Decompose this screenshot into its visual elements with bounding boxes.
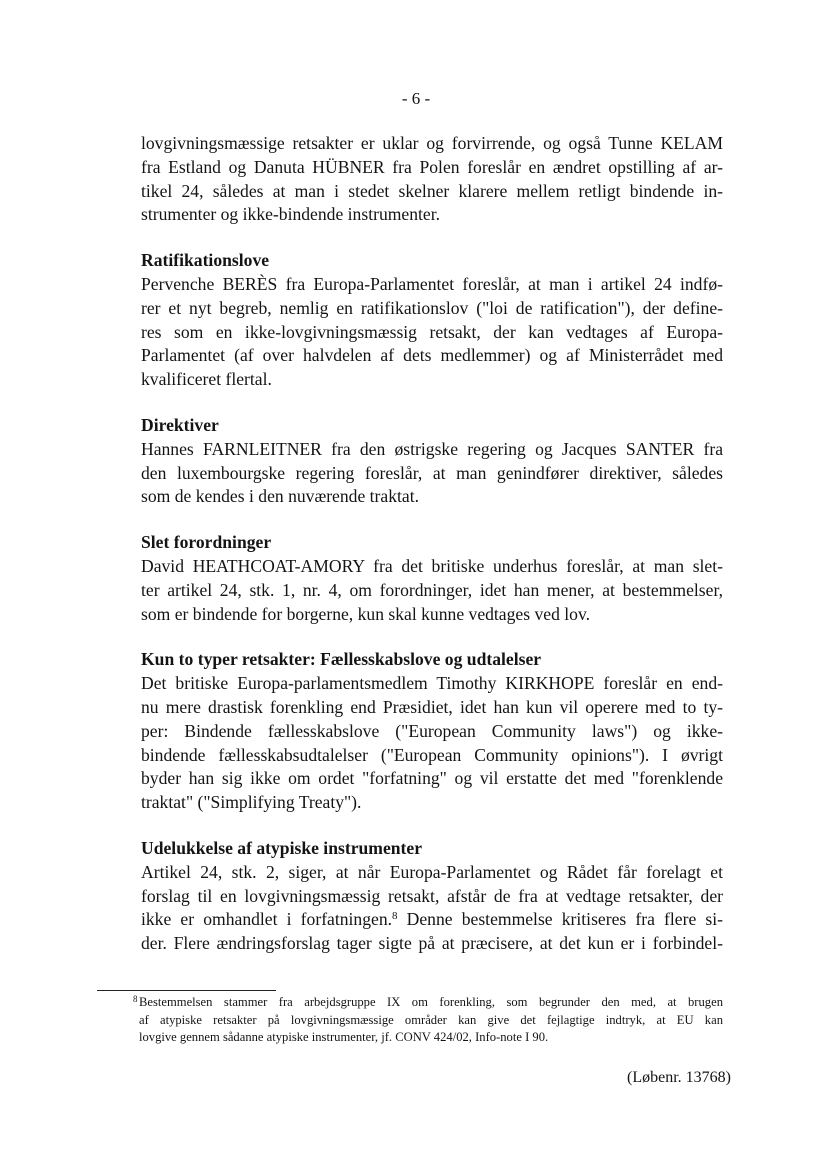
text-line: nu mere drastisk forenkling end Præsidiet, idet han kun vil operere med to ty-	[141, 696, 723, 717]
section-paragraph	[141, 438, 723, 509]
section-heading: Udelukkelse af atypiske instrumenter	[141, 837, 423, 858]
document-reference-number: (Løbenr. 13768)	[627, 1069, 731, 1086]
text-line: Parlamentet (af over halvdelen af dets medlemmer) og af Ministerrådet med	[141, 345, 723, 366]
footnote-reference: 8	[392, 910, 398, 923]
text-line: den luxembourgske regering foreslår, at man genindfører direktiver, således	[141, 462, 723, 483]
footnote-line: Bestemmelsen stammer fra arbejdsgruppe IX om forenkling, som begrunder den med, at brugen	[139, 995, 723, 1009]
text-line: tikel 24, således at man i stedet skelner klarere mellem retligt bindende in-	[141, 180, 723, 201]
footnote-marker: 8	[133, 994, 138, 1004]
text-line: kvalificeret flertal.	[141, 369, 272, 390]
section-paragraph	[141, 672, 723, 815]
footnote-separator	[97, 990, 276, 991]
section-paragraph	[141, 861, 723, 956]
footnote	[133, 994, 723, 1047]
section-ratifikationslove	[141, 249, 723, 392]
text-line: forslag til en lovgivningsmæssig retsakt, afstår de fra at vedtage retsakter, der	[141, 885, 723, 906]
section-kun-to-typer	[141, 648, 723, 815]
section-paragraph	[141, 555, 723, 626]
intro-paragraph	[141, 132, 723, 227]
text-line: der. Flere ændringsforslag tager sigte på at præcisere, at det kun er i forbindel-	[141, 933, 723, 954]
section-heading: Ratifikationslove	[141, 250, 270, 271]
text-line: strumenter og ikke-bindende instrumenter.	[141, 204, 441, 225]
section-heading: Direktiver	[141, 414, 219, 435]
section-slet-forordninger	[141, 531, 723, 626]
text-fragment: Denne bestemmelse kritiseres fra flere si-	[397, 909, 723, 930]
text-line: bindende fællesskabsudtalelser ("European Community opinions"). I øvrigt	[141, 744, 723, 765]
text-line: Det britiske Europa-parlamentsmedlem Timothy KIRKHOPE foreslår en end-	[141, 673, 723, 694]
text-line: Pervenche BERÈS fra Europa-Parlamentet foreslår, at man i artikel 24 indfø-	[141, 273, 723, 294]
text-line: Hannes FARNLEITNER fra den østrigske regering og Jacques SANTER fra	[141, 438, 723, 459]
text-line: som de kendes i den nuværende traktat.	[141, 486, 420, 507]
text-fragment: ikke er omhandlet i forfatningen.	[141, 909, 393, 930]
text-line: fra Estland og Danuta HÜBNER fra Polen foreslår en ændret opstilling af ar-	[141, 156, 723, 177]
text-line: traktat" ("Simplifying Treaty").	[141, 792, 362, 813]
section-heading: Slet forordninger	[141, 532, 272, 553]
page-number: - 6 -	[401, 89, 431, 108]
text-line: byder han sig ikke om ordet "forfatning" og vil erstatte det med "forenklende	[141, 768, 723, 789]
section-heading: Kun to typer retsakter: Fællesskabslove og udtalelser	[141, 649, 542, 670]
text-line: rer et nyt begreb, nemlig en ratifikationslov ("loi de ratification"), der define-	[141, 297, 723, 318]
text-line: lovgivningsmæssige retsakter er uklar og forvirrende, og også Tunne KELAM	[141, 133, 723, 153]
section-direktiver	[141, 414, 723, 509]
text-line: David HEATHCOAT-AMORY fra det britiske underhus foreslår, at man slet-	[141, 555, 723, 576]
section-udelukkelse	[141, 837, 723, 956]
section-paragraph	[141, 273, 723, 392]
text-line: per: Bindende fællesskabslove ("European Community laws") og ikke-	[141, 720, 723, 741]
footnote-line: lovgive gennem sådanne atypiske instrumenter, jf. CONV 424/02, Info-note I 90.	[139, 1030, 549, 1045]
text-line: Artikel 24, stk. 2, siger, at når Europa-Parlamentet og Rådet får forelagt et	[141, 861, 723, 882]
body-text	[141, 132, 723, 956]
text-line: som er bindende for borgerne, kun skal kunne vedtages ved lov.	[141, 603, 591, 624]
text-line	[141, 908, 723, 932]
text-line: ter artikel 24, stk. 1, nr. 4, om forordninger, idet han mener, at bestemmelser,	[141, 579, 723, 600]
text-line: res som en ikke-lovgivningsmæssig retsakt, der kan vedtages af Europa-	[141, 321, 723, 342]
footnote-line: af atypiske retsakter på lovgivningsmæssige områder kan give det fejlagtige indtryk, at EU kan	[139, 1012, 723, 1027]
